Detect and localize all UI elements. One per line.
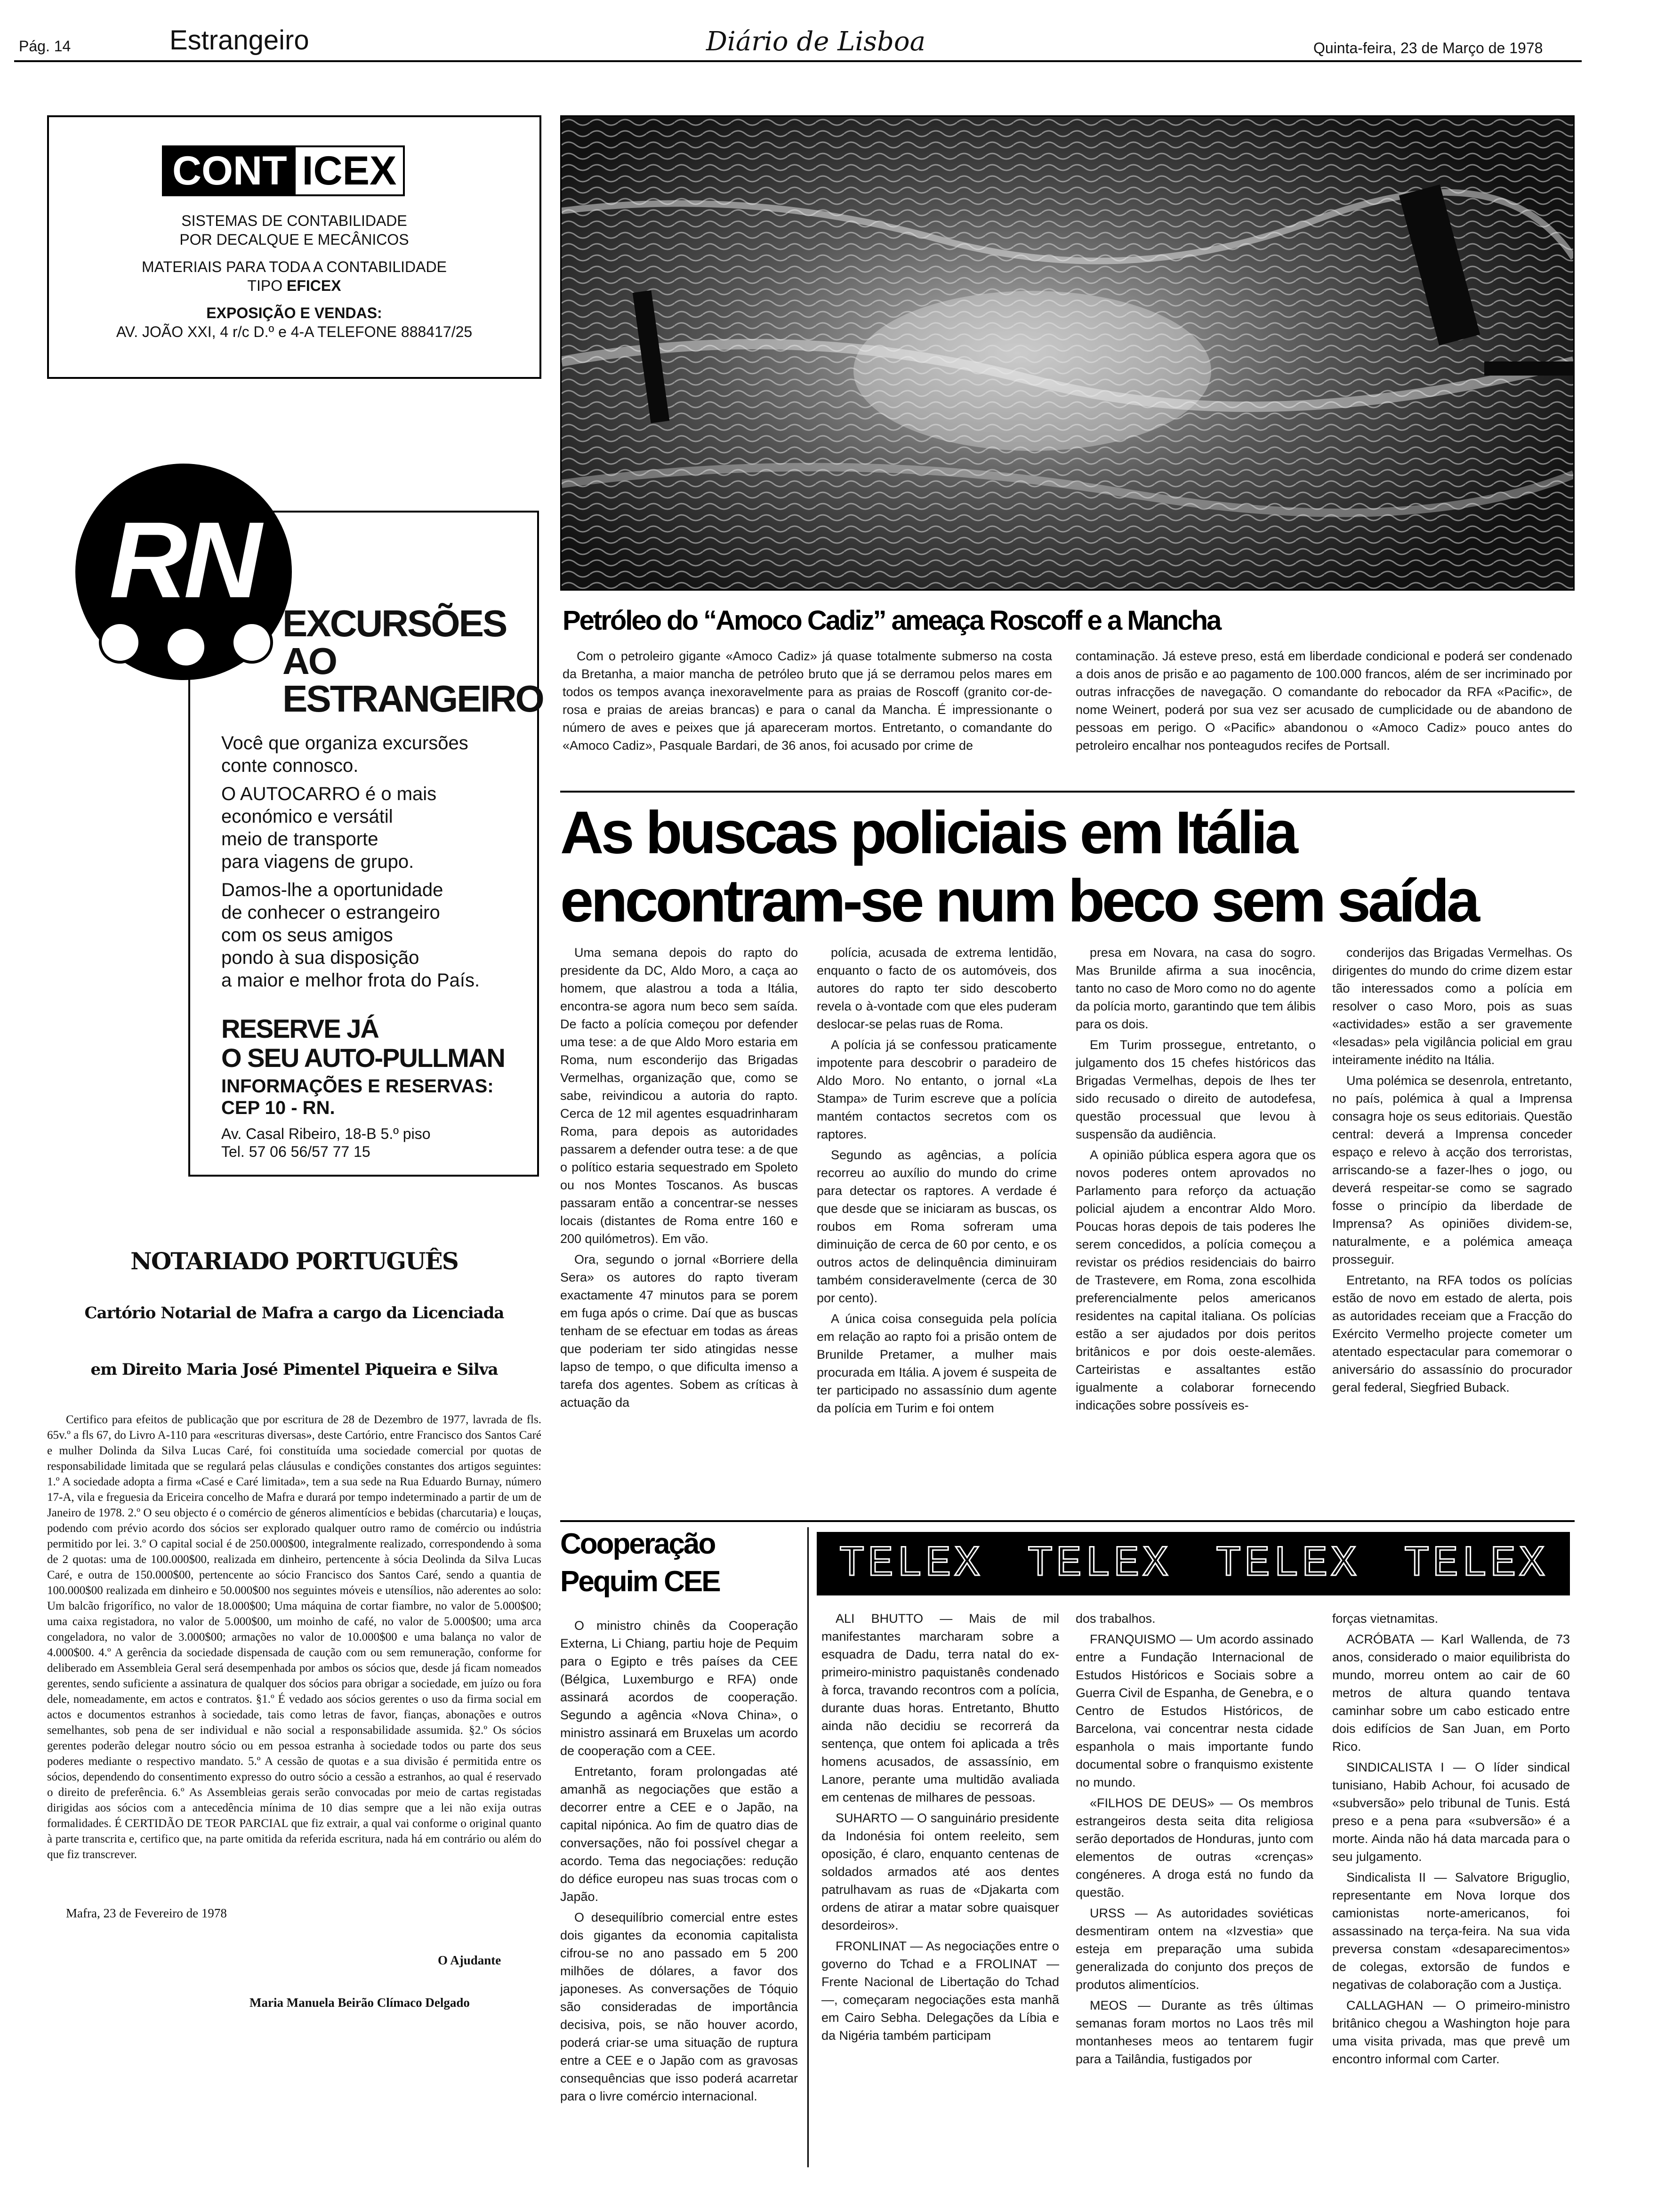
rn-wheel-1 [99,621,141,664]
conticex-line-5: EXPOSIÇÃO E VENDAS: [206,305,382,321]
telex-item: ALI BHUTTO — Mais de mil manifestantes marcharam sobre a esquadra de Dadu, terra natal do ex-primeiro-ministro paquistanês condenado à forca, travando recontros com a polícia, durante duas horas. Entretanto, Bhutto ainda não decidiu se recorrerá da sentença, que ontem foi aplicada a três homens acusados, de assassínio, em Lanore, perante uma multidão avaliada em centenas de milhares de pessoas. [821,1611,1059,1804]
italia-col-4-para: Entretanto, na RFA todos os polícias estão de novo em estado de alerta, pois as autoridades receiam que a Fracção do Exército Vermelho projecte cometer um atentado espectacular para comemorar o aniversário do assassínio do procurador geral federal, Siegfried Buback. [1332,1273,1572,1395]
notariado-subtitle-1: Cartório Notarial de Mafra a cargo da Licenciada [84,1304,504,1322]
amoco-text-col-2: contaminação. Já esteve preso, está em liberdade condicional e poderá ser condenado a dois anos de prisão e ao pagamento de 100.000 francos, além de ser incriminado por outras infracções de navegação. O comandante do rebocador da RFA «Pacific», de nome Weinert, poderá por sua vez ser acusado de cumplicidade ou de abandono de pessoas em perigo. O «Pacific» abandonou o «Amoco Cadiz» pouco antes do petroleiro encalhar nos ponteagudos recifes de Portsall. [1076,649,1572,753]
italia-headline-2: encontram-se num beco sem saída [560,867,1478,935]
telex-banner-word: TELEX [1215,1539,1360,1588]
rn-wheel-3 [231,621,273,664]
cooperacao-para: O desequilíbrio comercial entre estes dois gigantes da economia capitalista cifrou-se no ano passado em 5 200 milhões de dólares, a favor dos japoneses. As conversações de Tóquio são consideradas de importância decisiva, pois, se não houver acordo, poderá criar-se uma situação de ruptura entre a CEE e o Japão com as gravosas consequências que isso poderá acarretar para o livre comércio internacional. [560,1910,798,2103]
telex-col-1 [821,1610,1059,2047]
rn-body-line: conte connosco. [221,755,359,776]
rn-body-line: económico e versátil [221,806,393,827]
cooperacao-headline-1: Cooperação [560,1528,715,1560]
telex-item: MEOS — Durante as três últimas semanas foram mortos no Laos três mil montanheses meos ao tentarem fugir para a Tailândia, fustigados por [1076,1998,1313,2066]
rn-title-2: AO [282,640,336,682]
telex-item: FRANQUISMO — Um acordo assinado entre a Fundação Internacional de Estudos Históricos e Sociais sobre a Guerra Civil de Espanha, de Genebra, e o Centro de Estudos Históricos, de Barcelona, vai concentrar nesta cidade espanhola o mais importante fundo documental sobre o franquismo existente no mundo. [1076,1632,1313,1789]
italia-headline-1: As buscas policiais em Itália [560,799,1295,866]
notariado-signoff: O Ajudante [438,1953,501,1967]
italia-col-2 [817,944,1057,1420]
italia-col-4-para: Uma polémica se desenrola, entretanto, no país, polémica à qual a Imprensa consagra hoje os seus editoriais. Questão central: deverá a Imprensa conceder espaço e relevo à acção dos terroristas, arriscando-se a fazer-lhes o jogo, ou deverá respeitar-se como se sagrado fosse o princípio da liberdade de Imprensa? As opiniões dividem-se, naturalmente, e a polémica ameaça prosseguir. [1332,1074,1572,1266]
notariado-subtitle-2: em Direito Maria José Pimentel Piqueira e Silva [90,1360,498,1379]
amoco-cadiz-photo [560,115,1575,591]
telex-banner-word: TELEX [1027,1539,1172,1588]
telex-banner-word: TELEX [838,1539,983,1588]
rn-body-line: de conhecer o estrangeiro [221,902,440,923]
telex-item: FRONLINAT — As negociações entre o governo do Tchad e a FROLINAT — Frente Nacional de Libertação do Tchad —, começaram negociações esta manhã em Cairo Sebha. Delegações da Líbia e da Nigéria também participam [821,1939,1059,2043]
telex-item: dos trabalhos. [1076,1611,1156,1626]
issue-date: Quinta-feira, 23 de Março de 1978 [1313,40,1543,56]
telex-item: «FILHOS DE DEUS» — Os membros estrangeiros desta seita dita religiosa serão deportados de Honduras, junto com elementos de outras «crenças» congéneres. A droga está no fundo da questão. [1076,1796,1313,1899]
italia-col-3 [1076,944,1316,1417]
conticex-brand: EFICEX [286,277,341,294]
italia-col-3-para: Em Turim prossegue, entretanto, o julgamento dos 15 chefes históricos das Brigadas Vermelhas, depois de lhes ter sido recusado o direito de autodefesa, questão processual que levou à suspensão da audiência. [1076,1038,1316,1141]
rn-reserve-2: O SEU AUTO-PULLMAN [221,1043,505,1073]
conticex-ad [47,115,541,379]
telex-banner-word: TELEX [1403,1539,1548,1588]
italia-col-2-para: Segundo as agências, a polícia recorreu ao auxílio do mundo do crime para detectar os raptores. A verdade é que desde que se iniciaram as buscas, os roubos em Roma sofreram uma diminuição de cerca de 60 por cento, e os outros actos de delinquência diminuiram também consideravelmente (cerca de 30 por cento). [817,1148,1057,1305]
rn-info-1: INFORMAÇÕES E RESERVAS: [221,1076,494,1097]
conticex-logo-part-b: ICEX [302,148,397,193]
rn-wheel-2 [165,626,207,668]
italia-col-1 [560,944,798,1414]
telex-item: SINDICALISTA I — O líder sindical tunisiano, Habib Achour, foi acusado de «subversão» pelo tribunal de Tunis. Está preso e a pena para «subversão» é a morte. Ainda não há data marcada para o seu julgamento. [1332,1760,1570,1864]
notariado-body: Certifico para efeitos de publicação que por escritura de 28 de Dezembro de 1977, lavrada de fls. 65v.º a fls 67, do Livro A-110 para «escrituras diversas», deste Cartório, entre Francisco dos Santos Caré e mulher Dolinda da Silva Lucas Caré, foi constituída uma sociedade comercial por quotas de responsabilidade limitada que se regulará pelas cláusulas e condições constantes dos artigos seguintes: 1.º A sociedade adopta a firma «Casé e Caré limitada», tem a sua sede na Rua Eduardo Burnay, número 17-A, vila e freguesia da Ericeira concelho de Mafra e durará por tempo indeterminado a partir de um de Janeiro de 1978. 2.º O seu objecto é o comércio de géneros alimentícios e bebidas (charcutaria) e louças, podendo com prévio acordo dos sócios ser explorado qualquer outro ramo de comércio ou indústria permitido por lei. 3.º O capital social é de 250.000$00, integralmente realizado, correspondendo à soma de 2 quotas: uma de 100.000$00, realizada em dinheiro, pertencente à sócia Deolinda da Silva Lucas Caré, e outra de 150.000$00, pertencente ao sócio Francisco dos Santos Caré, sendo a quantia de 100.000$00 realizada em dinheiro e 50.000$00 nos seguintes móveis e utensílios, não aderentes ao solo: Um balcão frigorífico, no valor de 18.000$00; Uma máquina de cortar fiambre, no valor de 5.000$00; uma caixa registadora, no valor de 5.000$00, um moinho de café, no valor de 5.000$00; uma arca congeladora, no valor de 3.000$00; armações no valor de 10.000$00 e uma balança no valor de 4.000$00. 4.º A gerência da sociedade dispensada de caução com ou sem remuneração, conforme for deliberado em Assembleia Geral será desempenhada por ambos os sócios que, desde já ficam nomeados gerentes, sendo suficiente a assinatura de qualquer dos sócios para obrigar a sociedade, em juízo ou fora dele, nomeadamente, em actos e contratos. §1.º É vedado aos sócios gerentes o uso da firma social em actos e documentos estranhos à sociedade, tais como letras de favor, fianças, abonações e outros semelhantes, sob pena de ser individual e não social a responsabilidade assumida. §2.º Os sócios gerentes poderão delegar noutro sócio ou em pessoa estranha à sociedade todos ou parte dos seus poderes mediante o respectivo mandato. 5.º A cessão de quotas e a sua divisão é permitida entre os sócios, dependendo do consentimento expresso do outro sócio a cessão a estranhos, ao qual é reservado o direito de preferência. 6.º As Assembleias gerais serão convocadas por meio de cartas registadas dirigidas aos sócios com a antecedência mínima de 10 dias sempre que a lei não exija outras formalidades. É CERTIDÃO DE TEOR PARCIAL que fiz extrair, a qual vai conforme o original quanto à parte transcrita e, certifico que, na parte omitida da referida escritura, nada há em contrário ou além do que fiz transcrever. [47,1413,541,1861]
italia-col-3-para: A opinião pública espera agora que os novos poderes ontem aprovados no Parlamento para reforço da actuação policial ajudem a encontrar Aldo Moro. Poucas horas depois de tais poderes lhe serem concedidos, a polícia começou a revistar os prédios residenciais do bairro de Trastevere, em Roma, zona escolhida preferencialmente pelos americanos residentes na capital italiana. Os polícias estão a ser ajudados por dois peritos britânicos e por dois oeste-alemães. Carteiristas e assaltantes estão igualmente a colaborar fornecendo indicações sobre possíveis es- [1076,1148,1316,1412]
masthead-rule [14,60,1582,62]
rn-body-line: Damos-lhe a oportunidade [221,880,443,900]
rn-info-2: CEP 10 - RN. [221,1098,335,1118]
rn-ad [47,464,541,1179]
italia-col-2-para: A polícia já se confessou praticamente impotente para descobrir o paradeiro de Aldo Moro. No entanto, o jornal «La Stampa» de Turim escreve que a polícia mantém contactos secretos com os raptores. [817,1038,1057,1141]
rn-body-line: Você que organiza excursões [221,733,468,753]
conticex-address: AV. JOÃO XXI, 4 r/c D.º e 4-A TELEFONE 888417/25 [116,323,473,340]
amoco-headline: Petróleo do “Amoco Cadiz” ameaça Roscoff e a Mancha [563,605,1221,636]
rn-body-line: com os seus amigos [221,925,393,946]
cooperacao-text [560,1617,798,2108]
cooperacao-divider [807,1527,809,2167]
rn-body-line: meio de transporte [221,829,378,850]
cooperacao-rule [560,1520,1575,1522]
telex-item: SUHARTO — O sanguinário presidente da Indonésia foi ontem reeleito, sem oposição, é claro, enquanto centenas de soldados armados até aos dentes patrulhavam as ruas de «Djakarta com ordens de atirar a matar sobre quaisquer desordeiros». [821,1811,1059,1932]
italia-col-1-para: Uma semana depois do rapto do presidente da DC, Aldo Moro, a caça ao homem, que alastrou a toda a Itália, encontra-se agora num beco sem saída. De facto a polícia começou por defender uma tese: a de que Aldo Moro estaria em Roma, num esconderijo das Brigadas Vermelhas, organização que, como se sabe, reivindicou a autoria do rapto. Cerca de 12 mil agentes esquadrinharam Roma, para depois as autoridades passarem a defender outra tese: a de que o político estaria sequestrado em Spoleto ou nos Montes Toscanos. As buscas passaram então a concentrar-se nesses locais (distantes de Roma entre 160 e 200 quilómetros). Em vão. [560,946,798,1246]
telex-col-3 [1332,1610,1570,2071]
rn-reserve-1: RESERVE JÁ [221,1014,378,1043]
ship-deck [1484,361,1574,376]
newspaper-title: Diário de Lisboa [706,26,925,57]
cooperacao-para: Entretanto, foram prolongadas até amanhã as negociações que estão a decorrer entre a CEE e o Japão, na capital nipónica. Ao fim de quatro dias de conversações, não foi possível chegar a acordo. Tema das negociações: redução do défice europeu nas suas trocas com o Japão. [560,1764,798,1904]
telex-item: forças vietnamitas. [1332,1611,1439,1626]
amoco-rule [560,791,1575,793]
notariado-signature: Maria Manuela Beirão Clímaco Delgado [249,1996,470,2010]
sea-wreck-image [562,117,1574,590]
italia-col-1-para: Ora, segundo o jornal «Borriere della Sera» os autores do rapto tiveram exactamente 47 minutos para se porem em fuga após o crime. Daí que as buscas tenham de se efectuar em todas as áreas que poderiam ter sido atingidas nesse lapso de tempo, o que dificulta imenso a tarefa dos agentes. Sobem as críticas à actuação da [560,1252,798,1410]
rn-body-line: para viagens de grupo. [221,851,414,872]
italia-col-4-para: conderijos das Brigadas Vermelhas. Os dirigentes do mundo do crime dizem estar tão interessados como a polícia em resolver o caso Moro, pois as suas «actividades» estão a ser gravemente «lesadas» pela vigilância policial em grau inteiramente inédito na Itália. [1332,946,1572,1067]
cooperacao-headline-2: Pequim CEE [560,1565,720,1598]
telex-item: Sindicalista II — Salvatore Briguglio, representante em Nova Iorque dos camionistas norte-americanos, foi assassinado na terça-feira. Na sua vida preversa constam «desaparecimentos» de colegas, extorsão de fundos e negativas de colaboração com a Justiça. [1332,1870,1570,1992]
section-title: Estrangeiro [169,25,309,56]
page-number: Pág. 14 [19,38,71,55]
rn-title-3: ESTRANGEIRO [282,678,543,720]
rn-address: Av. Casal Ribeiro, 18-B 5.º piso [221,1125,431,1142]
rn-body-line: a maior e melhor frota do País. [221,970,480,991]
rn-phone: Tel. 57 06 56/57 77 15 [221,1143,370,1160]
rn-body-line: pondo à sua disposição [221,947,419,968]
conticex-logo-part-a: CONT [164,147,296,194]
conticex-line-2: POR DECALQUE E MECÂNICOS [179,231,409,248]
telex-item: CALLAGHAN — O primeiro-ministro britânico chegou a Washington hoje para uma visita privada, mas que prevê um encontro informal com Carter. [1332,1998,1570,2066]
rn-logo: RN [109,499,258,620]
conticex-line-3: MATERIAIS PARA TODA A CONTABILIDADE [142,258,447,275]
italia-col-4 [1332,944,1572,1399]
cooperacao-para: O ministro chinês da Cooperação Externa, Li Chiang, partiu hoje de Pequim para o Egipto e três países da CEE (Bélgica, Luxemburgo e RFA) onde assinará acordos de cooperação. Segundo a agência «Nova China», o ministro assinará em Bruxelas um acordo de cooperação com a CEE. [560,1619,798,1758]
telex-col-2 [1076,1610,1313,2071]
rn-body-line: O AUTOCARRO é o mais [221,784,437,804]
telex-item: URSS — As autoridades soviéticas desmentiram ontem na «Izvestia» que esteja em preparação uma subida generalizada do conjunto dos preços de produtos alimentícios. [1076,1906,1313,1992]
conticex-logo [162,145,405,196]
notariado-place-date: Mafra, 23 de Fevereiro de 1978 [66,1906,227,1920]
italia-col-3-para: presa em Novara, na casa do sogro. Mas Brunilde afirma a sua inocência, tanto no caso de Moro como no do agente da polícia morto, garantindo que tem álibis para os dois. [1076,946,1316,1031]
italia-col-2-para: A única coisa conseguida pela polícia em relação ao rapto foi a prisão ontem de Brunilde Pretamer, a mulher mais procurada em Itália. A jovem é suspeita de ter participado no assassínio dum agente da polícia em Turim e foi ontem [817,1312,1057,1415]
telex-item: ACRÓBATA — Karl Wallenda, de 73 anos, considerado o maior equilibrista do mundo, morreu ontem ao cair de 60 metros de altura quando tentava caminhar sobre um cabo esticado entre dois edifícios de San Juan, em Porto Rico. [1332,1632,1570,1754]
rn-title-1: EXCURSÕES [282,602,507,644]
italia-col-2-para: polícia, acusada de extrema lentidão, enquanto o facto de os automóveis, dos autores do rapto ter sido descoberto revela o à-vontade com que eles puderam deslocar-se pelas ruas de Roma. [817,946,1057,1031]
amoco-text-col-1: Com o petroleiro gigante «Amoco Cadiz» já quase totalmente submerso na costa da Bretanha, a maior mancha de petróleo bruto que já se derramou pelos mares em todos os tempos avança inexoravelmente para as praias de Roscoff (granito cor-de-rosa e praias de areias brancas) e para o canal da Mancha. É impressionante o número de aves e peixes que já apareceram mortos. Entretanto, o comandante do «Amoco Cadiz», Pasquale Bardari, de 36 anos, foi acusado por crime de [563,649,1052,753]
conticex-line-4-prefix: TIPO [247,277,287,294]
conticex-line-1: SISTEMAS DE CONTABILIDADE [181,212,407,229]
notariado-title: NOTARIADO PORTUGUÊS [130,1247,458,1275]
telex-banner [817,1532,1570,1595]
